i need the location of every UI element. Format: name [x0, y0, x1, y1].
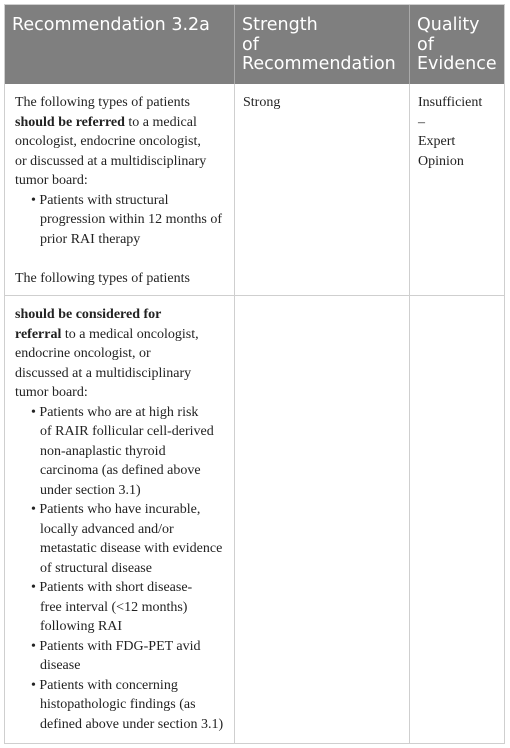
quality-cell — [409, 296, 504, 743]
text-line — [15, 598, 230, 618]
recommendation-cell — [5, 296, 234, 743]
header-recommendation-text: Recommendation 3.2a — [12, 15, 210, 35]
header-quality-line: Evidence — [417, 54, 497, 74]
text-run: • Patients with concerning — [31, 677, 178, 693]
header-strength — [234, 5, 409, 84]
header-recommendation — [5, 5, 234, 84]
text-line — [15, 230, 230, 250]
strength-cell — [234, 296, 409, 743]
text-run: The following types of patients — [15, 270, 190, 286]
bullet-item — [15, 403, 230, 423]
header-quality-line: of — [417, 34, 434, 55]
text-run: under section 3.1) — [40, 482, 141, 498]
text-line — [15, 559, 230, 579]
bold-text: should be considered for — [15, 307, 162, 322]
header-strength-line: Recommendation — [242, 54, 396, 74]
text-run: of structural disease — [40, 560, 152, 576]
bullet-item — [15, 191, 230, 211]
recommendation-cell — [5, 84, 234, 295]
text-run: • Patients who are at high risk — [31, 404, 199, 420]
text-run: • Patients with structural — [31, 192, 169, 208]
text-run: disease — [40, 658, 81, 673]
text-run: defined above under section 3.1) — [40, 716, 224, 732]
table-row — [5, 84, 504, 296]
table-header — [5, 5, 504, 84]
text-run: progression within 12 months of — [40, 212, 222, 227]
text-run: • Patients with FDG-PET avid — [31, 638, 201, 654]
text-line — [15, 656, 230, 676]
bullet-item — [15, 676, 230, 696]
header-quality — [409, 5, 504, 84]
strength-cell — [234, 84, 409, 295]
text-line — [15, 481, 230, 501]
table-row — [5, 296, 504, 743]
quality-value-line: – — [418, 114, 425, 130]
quality-value-line: Expert — [418, 134, 456, 149]
bold-text: should be referred — [15, 114, 125, 130]
text-line — [15, 695, 230, 715]
text-run: to a medical — [124, 114, 197, 130]
text-line — [15, 364, 230, 384]
text-line — [15, 93, 230, 113]
text-run: of RAIR follicular cell-derived — [40, 424, 214, 439]
quality-cell — [409, 84, 504, 295]
text-line — [15, 325, 230, 345]
text-run: carcinoma (as defined above — [40, 463, 201, 478]
text-run: histopathologic findings (as — [40, 697, 196, 712]
text-run: free interval (<12 months) — [40, 599, 188, 615]
text-line — [15, 113, 230, 133]
quality-value-line: Opinion — [418, 153, 464, 169]
strength-value: Strong — [243, 95, 281, 110]
text-line — [15, 210, 230, 230]
text-line — [15, 442, 230, 462]
text-run: endocrine oncologist, or — [15, 346, 151, 361]
bullet-item — [15, 637, 230, 657]
text-line — [15, 269, 230, 289]
header-strength-line: Strength — [242, 15, 318, 35]
text-run: metastatic disease with evidence — [40, 541, 223, 556]
text-line — [15, 422, 230, 442]
text-line — [15, 715, 230, 735]
bullet-item — [15, 578, 230, 598]
bold-text: referral — [15, 326, 62, 342]
spacer — [15, 249, 230, 269]
text-line — [15, 152, 230, 172]
text-line — [15, 520, 230, 540]
text-run: or discussed at a multidisciplinary — [15, 153, 207, 169]
text-run: non-anaplastic thyroid — [40, 443, 166, 459]
text-run: to a medical oncologist, — [61, 326, 199, 342]
text-line — [15, 344, 230, 364]
text-line — [15, 461, 230, 481]
text-run: oncologist, endocrine oncologist, — [15, 134, 201, 149]
text-run: locally advanced and/or — [40, 521, 174, 537]
text-line — [15, 617, 230, 637]
text-line — [15, 171, 230, 191]
recommendation-table — [4, 4, 505, 744]
text-run: following RAI — [40, 619, 123, 634]
text-line — [15, 539, 230, 559]
text-run: discussed at a multidisciplinary — [15, 365, 192, 381]
text-run: tumor board: — [15, 385, 88, 400]
bullet-item — [15, 500, 230, 520]
header-quality-line: Quality — [417, 15, 480, 35]
text-line — [15, 305, 230, 325]
quality-value-line: Insufficient — [418, 95, 483, 110]
text-line — [15, 132, 230, 152]
header-strength-line: of — [242, 34, 259, 55]
text-run: • Patients who have incurable, — [31, 502, 201, 517]
text-run: • Patients with short disease- — [31, 580, 193, 595]
text-run: The following types of patients — [15, 95, 190, 110]
text-run: tumor board: — [15, 173, 88, 188]
text-run: prior RAI therapy — [40, 231, 141, 247]
text-line — [15, 383, 230, 403]
